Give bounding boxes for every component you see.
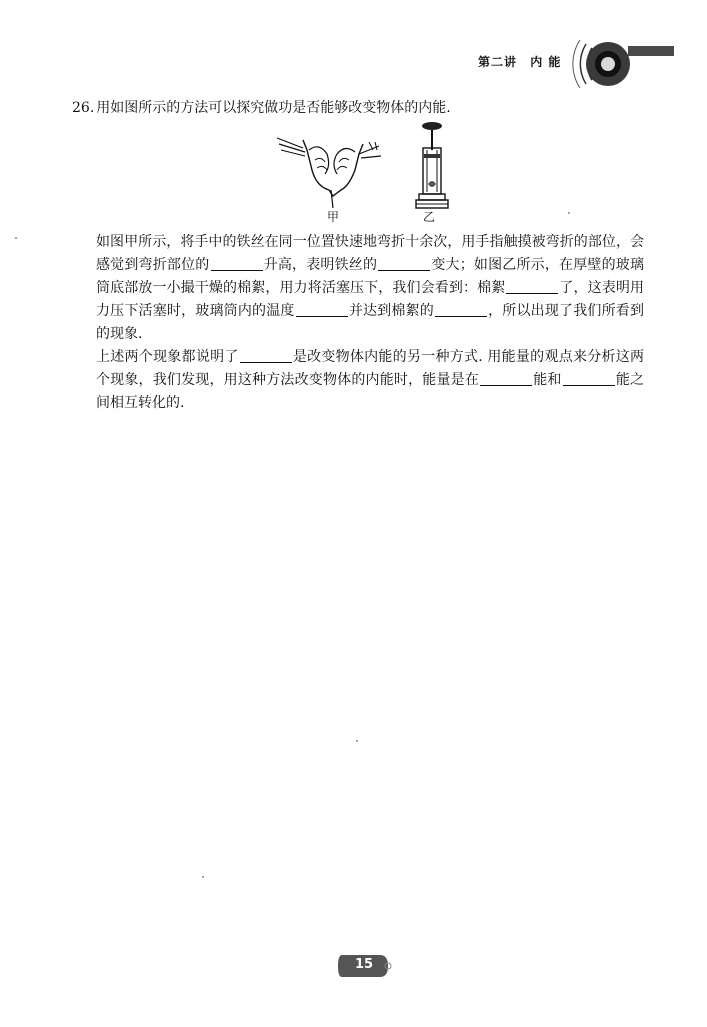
question-body <box>96 231 644 415</box>
answer-blank-4[interactable] <box>296 302 348 317</box>
answer-blank-2[interactable] <box>378 256 430 271</box>
p1-text-3: 变大；如图乙所示，在厚壁的玻璃筒底部放一小撮干燥的棉絮，用力将活塞压下，我们会看到：棉絮 <box>96 257 644 296</box>
answer-blank-5[interactable] <box>435 302 487 317</box>
p1-text-2: 升高，表明铁丝的 <box>263 257 378 273</box>
p1-text-6: ，所以出现了我们所看到的现象. <box>96 303 644 342</box>
p1-text-5: 并达到棉絮的 <box>348 303 434 319</box>
lecture-label: 第二讲 <box>478 55 518 69</box>
p1-text-1: 如图甲所示，将手中的铁丝在同一位置快速地弯折十余次，用手指触摸被弯折的部位，会感觉到弯折部位的 <box>96 234 644 273</box>
p2-text-3: 能和 <box>533 372 562 388</box>
scan-speck <box>568 212 570 214</box>
question-prompt: 用如图所示的方法可以探究做功是否能够改变物体的内能. <box>96 100 451 116</box>
page-number-badge <box>336 951 396 985</box>
answer-blank-3[interactable] <box>506 279 558 294</box>
figure-label-b: 乙 <box>423 210 436 224</box>
ring-tab-icon <box>570 30 680 100</box>
answer-blank-1[interactable] <box>211 256 263 271</box>
figure-label-a: 甲 <box>327 210 340 224</box>
question-26 <box>72 99 672 117</box>
answer-blank-8[interactable] <box>563 371 615 386</box>
experiment-figure <box>275 120 465 232</box>
page-number: 15 <box>354 957 374 972</box>
answer-blank-6[interactable] <box>240 348 292 363</box>
p2-text-2: 是改变物体内能的另一种方式. 用能量的观点来分析这两个现象，我们发现，用这种方法改变物体的内能时，能量是在 <box>96 349 645 388</box>
scan-speck <box>356 740 358 742</box>
air-compression-syringe-icon <box>412 120 452 212</box>
scan-speck <box>15 237 17 239</box>
topic-label: 内 能 <box>530 55 562 69</box>
p2-text-4: 能之间相互转化的. <box>96 372 644 411</box>
scan-speck <box>202 876 204 878</box>
question-number: 26. <box>72 100 95 116</box>
p1-text-4: 了，这表明用力压下活塞时，玻璃筒内的温度 <box>96 280 644 319</box>
answer-blank-7[interactable] <box>480 371 532 386</box>
paragraph-conclusion <box>96 346 644 415</box>
paragraph-bending-and-compression <box>96 231 644 346</box>
p2-text-1: 上述两个现象都说明了 <box>96 349 239 365</box>
hands-bending-wire-icon <box>275 120 385 210</box>
